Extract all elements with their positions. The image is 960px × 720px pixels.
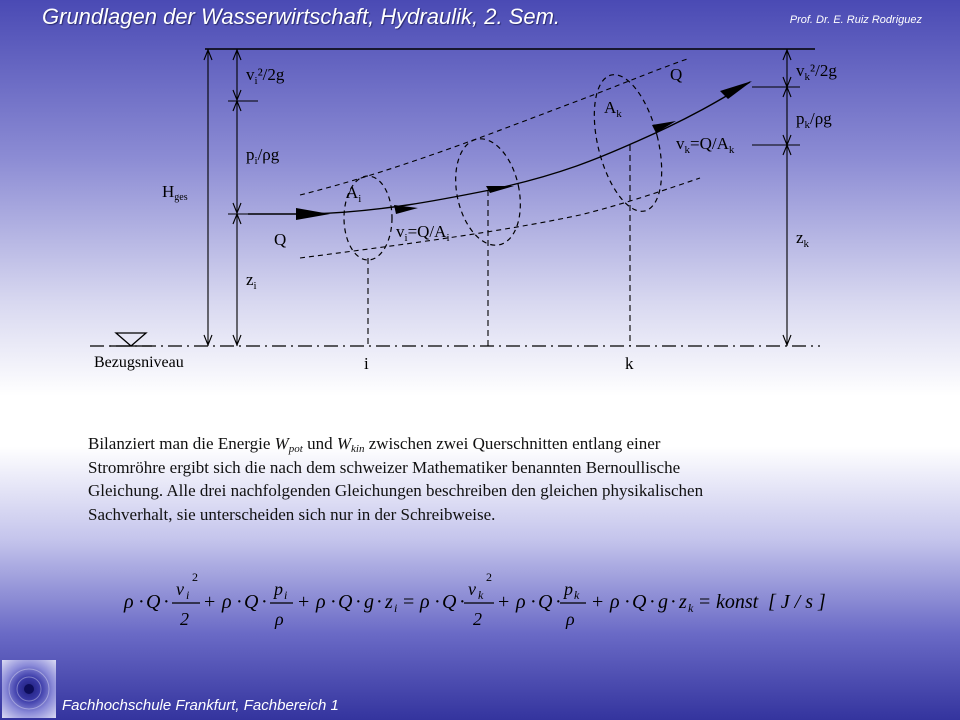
svg-text:·: · xyxy=(555,591,562,613)
svg-text:[ J / s ]: [ J / s ] xyxy=(768,591,826,613)
svg-text:p: p xyxy=(274,579,283,599)
svg-text:2: 2 xyxy=(486,570,492,584)
svg-text:i: i xyxy=(394,601,398,615)
svg-text:+: + xyxy=(498,591,510,613)
svg-text:Q: Q xyxy=(632,591,647,613)
svg-text:Q: Q xyxy=(244,591,259,613)
svg-text:i: i xyxy=(186,588,190,602)
svg-text:z: z xyxy=(385,591,393,613)
svg-text:ρ: ρ xyxy=(610,591,620,613)
svg-text:2: 2 xyxy=(192,570,198,584)
paragraph-line-4: Sachverhalt, sie unterscheiden sich nur in der Schreibweise. xyxy=(88,504,496,524)
svg-text:·: · xyxy=(649,591,656,613)
svg-text:k: k xyxy=(688,601,694,615)
paragraph-line-3: Gleichung. Alle drei nachfolgenden Gleichungen beschreiben den gleichen physikalischen xyxy=(88,481,704,500)
footer-institution: Fachhochschule Frankfurt, Fachbereich 1 xyxy=(62,697,339,714)
svg-text:·: · xyxy=(330,591,337,613)
institution-logo xyxy=(2,660,56,718)
svg-text:ρ: ρ xyxy=(420,591,430,613)
svg-text:Q: Q xyxy=(146,591,161,613)
slide-header-title: Grundlagen der Wasserwirtschaft, Hydraulik, 2. Sem. xyxy=(42,4,561,29)
svg-text:·: · xyxy=(163,591,170,613)
label-section-k: k xyxy=(625,354,634,373)
svg-text:·: · xyxy=(376,591,383,613)
svg-text:·: · xyxy=(670,591,677,613)
label-pi-rho-g: $p_i/\rho g$ xyxy=(246,145,280,167)
svg-text:Q: Q xyxy=(538,591,553,613)
svg-text:+: + xyxy=(204,591,216,613)
svg-text:+: + xyxy=(592,591,604,613)
svg-text:·: · xyxy=(624,591,631,613)
svg-text:·: · xyxy=(355,591,362,613)
svg-text:konst: konst xyxy=(716,591,759,613)
svg-text:ρ: ρ xyxy=(316,591,326,613)
svg-text:·: · xyxy=(530,591,537,613)
label-ak: $A_k$ xyxy=(604,98,622,120)
svg-text:ρ: ρ xyxy=(222,591,232,613)
svg-text:z: z xyxy=(679,591,687,613)
svg-text:2: 2 xyxy=(473,609,482,629)
label-pk-rho-g: $p_k/\rho g$ xyxy=(796,109,832,131)
svg-text:v: v xyxy=(468,579,476,599)
label-zi: $z_i$ xyxy=(246,270,257,292)
svg-text:Q: Q xyxy=(442,591,457,613)
label-section-i: i xyxy=(364,354,369,373)
svg-text:Q: Q xyxy=(338,591,353,613)
label-bezugsniveau: Bezugsniveau xyxy=(94,354,184,371)
svg-text:k: k xyxy=(574,588,580,602)
svg-text:p: p xyxy=(564,579,573,599)
svg-text:·: · xyxy=(236,591,243,613)
label-h-ges: Hges xyxy=(162,182,188,203)
svg-text:v: v xyxy=(176,579,184,599)
svg-text:=: = xyxy=(403,591,415,613)
label-ai: $A_i$ xyxy=(346,183,362,205)
svg-text:g: g xyxy=(658,591,668,613)
svg-text:·: · xyxy=(261,591,268,613)
label-vi-2g: $v_i^2/2g$ xyxy=(246,65,285,87)
svg-text:+: + xyxy=(298,591,310,613)
svg-text:=: = xyxy=(699,591,711,613)
svg-text:g: g xyxy=(364,591,374,613)
label-vi-eq: $v_i=Q/A_i$ xyxy=(396,222,450,244)
svg-text:2: 2 xyxy=(180,609,189,629)
slide-header-author: Prof. Dr. E. Ruiz Rodriguez xyxy=(789,14,922,26)
logo-pattern-icon xyxy=(2,660,56,718)
svg-text:k: k xyxy=(478,588,484,602)
svg-text:·: · xyxy=(434,591,441,613)
label-zk: $z_k$ xyxy=(796,228,810,250)
label-vk-eq: $v_k=Q/A_k$ xyxy=(676,134,735,156)
svg-text:·: · xyxy=(459,591,466,613)
svg-text:ρ: ρ xyxy=(275,609,284,629)
svg-text:·: · xyxy=(138,591,145,613)
svg-text:i: i xyxy=(284,588,288,602)
svg-text:ρ: ρ xyxy=(124,591,134,613)
label-q-right: Q xyxy=(670,65,683,84)
paragraph-line-2: Stromröhre ergibt sich die nach dem schweizer Mathematiker benannten Bernoullische xyxy=(88,457,681,477)
svg-text:ρ: ρ xyxy=(566,609,575,629)
paragraph-line-1: Bilanziert man die Energie $W_{pot}$ und $W_{kin}$ zwischen zwei Querschnitten entlang einer xyxy=(88,434,661,455)
svg-text:ρ: ρ xyxy=(516,591,526,613)
label-vk-2g: $v_k^2/2g$ xyxy=(796,61,837,83)
label-q-left: Q xyxy=(274,230,287,249)
